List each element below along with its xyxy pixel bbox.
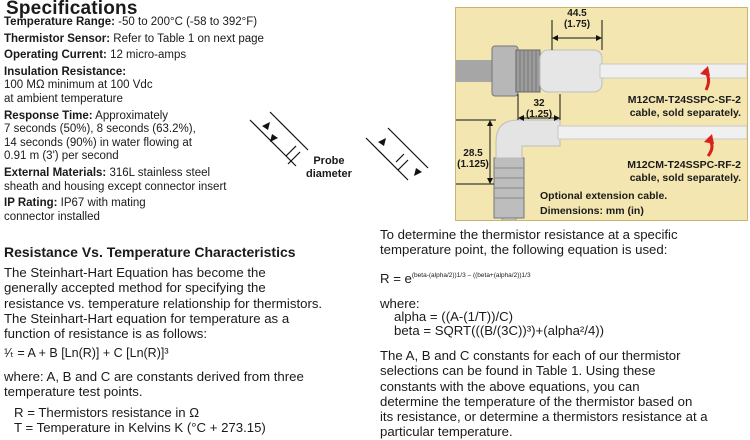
equation-lhs: R = e xyxy=(380,271,412,286)
spec-text: 14 seconds (90%) in water flowing at xyxy=(4,136,192,149)
spec-text: connector installed xyxy=(4,210,100,223)
dimension-line xyxy=(388,128,428,168)
dimensions-panel xyxy=(455,7,748,221)
dimension-value: 44.5 xyxy=(567,8,587,19)
arrowhead-icon xyxy=(270,134,278,142)
paragraph-line: selections can be found in Table 1. Using these xyxy=(380,363,656,379)
page-title: Specifications xyxy=(6,0,138,19)
equation-exponent: (beta-(alpha/2))1/3 – ((beta+(alpha/2))1/3 xyxy=(411,272,531,279)
resistance-equation xyxy=(380,268,748,286)
equation-where: where: xyxy=(380,296,420,311)
paragraph-line: where: A, B and C are constants derived from three xyxy=(4,369,304,384)
probe-diameter-diagram xyxy=(248,108,458,203)
spec-label: Response Time: xyxy=(4,109,93,122)
paragraph-line: determine the temperature of the thermistor based on xyxy=(380,393,693,409)
spec-insulation-resistance xyxy=(4,66,304,80)
beta-definition: beta = SQRT(((B/(3C))³)+(alpha²/4)) xyxy=(394,323,605,338)
paragraph-line: constants with the above equations, you can xyxy=(380,378,640,394)
arrowhead-icon xyxy=(487,120,493,126)
cable-straight xyxy=(600,64,747,78)
paragraph-line: The Steinhart-Hart equation for temperature as a xyxy=(4,310,290,326)
dimension-line xyxy=(288,152,300,164)
dimension-line xyxy=(270,112,308,150)
dimension-value: (1.75) xyxy=(563,19,591,30)
intro-paragraph xyxy=(380,227,748,258)
dimension-line xyxy=(250,120,296,166)
arrowhead-icon xyxy=(596,35,602,41)
arrowhead-icon xyxy=(487,178,493,184)
spec-text: 7 seconds (50%), 8 seconds (63.2%), xyxy=(4,123,196,136)
cable-part-number: M12CM-T24SSPC-SF-2 xyxy=(627,94,741,106)
dimension-label-top xyxy=(552,8,602,30)
cable-label-rf xyxy=(627,159,741,184)
constants-paragraph-right xyxy=(380,348,748,440)
dimension-label-mid xyxy=(514,98,564,120)
section-heading: Resistance Vs. Temperature Characteristics xyxy=(4,244,296,260)
spec-label: Operating Current: xyxy=(4,49,107,62)
spec-operating-current xyxy=(4,49,304,63)
alpha-definition: alpha = ((A-(1/T))/C) xyxy=(394,309,514,324)
spec-text: at ambient temperature xyxy=(4,92,123,105)
spec-value: 316L stainless steel xyxy=(106,166,211,179)
steinhart-hart-equation: ¹⁄ₜ = A + B [Ln(R)] + C [Ln(R)]³ xyxy=(4,346,169,360)
right-angle-boot xyxy=(496,120,560,158)
spec-label: Thermistor Sensor: xyxy=(4,32,111,45)
cable-angled xyxy=(558,126,747,139)
paragraph-line: To determine the thermistor resistance at a specific xyxy=(380,227,678,242)
definition-line: T = Temperature in Kelvins K (°C + 273.15) xyxy=(14,420,266,436)
spec-label: Insulation Resistance: xyxy=(4,65,127,78)
dimension-value: 32 xyxy=(533,98,545,109)
spec-label: External Materials: xyxy=(4,166,107,179)
arrowhead-icon xyxy=(414,168,422,176)
cable-part-number: M12CM-T24SSPC-RF-2 xyxy=(627,159,741,171)
paragraph-line: function of resistance is as follows: xyxy=(4,326,208,342)
paragraph-line: its resistance, or determine a thermistors resistance at a xyxy=(380,409,708,425)
extension-cable-note xyxy=(540,189,667,219)
paragraph-line: The A, B and C constants for each of our thermistor xyxy=(380,348,681,363)
paragraph-line: The Steinhart-Hart Equation has become the xyxy=(4,265,266,280)
cable-label-sf xyxy=(628,94,741,119)
note-line: Optional extension cable. xyxy=(540,190,668,202)
spec-text: 100 MΩ minimum at 100 Vdc xyxy=(4,79,153,92)
arrowhead-icon xyxy=(378,138,386,146)
definition-line: R = Thermistors resistance in Ω xyxy=(14,405,200,420)
note-line: Dimensions: mm (in) xyxy=(540,205,644,217)
paragraph-line: generally accepted method for specifying the xyxy=(4,280,266,296)
paragraph-line: resistance vs. temperature relationship for thermistors. xyxy=(4,295,323,311)
spec-value: IP67 with mating xyxy=(57,197,146,210)
paragraph-line: particular temperature. xyxy=(380,424,513,440)
dimension-line xyxy=(366,138,408,180)
spec-value: Refer to Table 1 on next page xyxy=(110,32,264,45)
cable-note: cable, sold separately. xyxy=(629,106,741,119)
spec-temperature-range xyxy=(4,16,304,30)
dimension-line xyxy=(398,160,408,170)
dimension-value: 28.5 xyxy=(463,148,483,159)
spec-text: 0.91 m (3') per second xyxy=(4,150,119,163)
probe-sheath xyxy=(456,60,496,82)
equation-definitions xyxy=(394,310,750,338)
dimension-label-side xyxy=(456,148,490,170)
cable-boot xyxy=(540,50,602,92)
cable-note: cable, sold separately. xyxy=(629,171,741,184)
spec-text: sheath and housing except connector insert xyxy=(4,180,227,193)
probe-diameter-label xyxy=(306,155,352,181)
arrowhead-icon xyxy=(552,35,558,41)
dimension-value: (1.25) xyxy=(525,109,553,120)
paragraph-line: temperature point, the following equation is used: xyxy=(380,242,668,258)
steinhart-hart-paragraph xyxy=(4,265,374,341)
probe-label-line: diameter xyxy=(306,168,352,180)
spec-value: 12 micro-amps xyxy=(106,49,187,62)
spec-label: IP Rating: xyxy=(4,197,58,210)
paragraph-line: temperature test points. xyxy=(4,384,143,400)
connector-housing xyxy=(492,46,518,96)
dimension-line xyxy=(396,154,404,162)
dimension-value: (1.125) xyxy=(457,159,489,170)
spec-value: -50 to 200°C (-58 to 392°F) xyxy=(114,16,258,28)
arrowhead-icon xyxy=(262,122,270,130)
dimension-line xyxy=(286,146,296,156)
spec-thermistor-sensor xyxy=(4,33,304,47)
spec-value: Approximately xyxy=(92,109,169,122)
spec-label: Temperature Range: xyxy=(4,16,115,28)
constants-paragraph xyxy=(4,369,374,400)
variable-definitions xyxy=(14,405,384,436)
probe-label-line: Probe xyxy=(313,155,345,167)
